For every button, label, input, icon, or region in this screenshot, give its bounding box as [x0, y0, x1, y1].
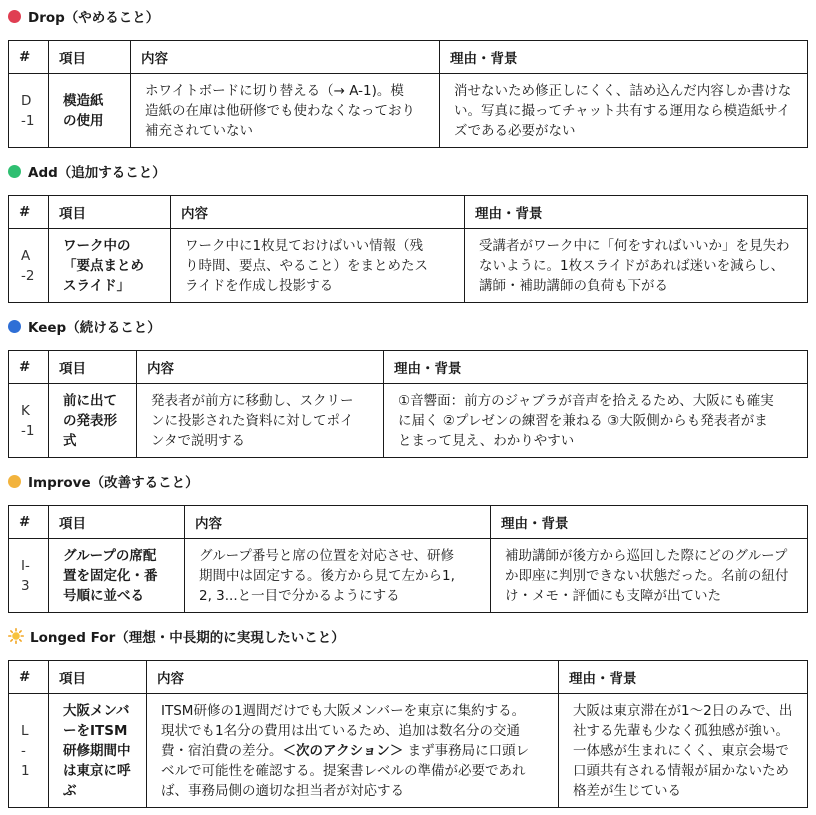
longed-section — [8, 626, 808, 812]
header-item: 項目 — [49, 41, 131, 74]
yellow-circle-icon — [8, 475, 21, 488]
table-header-row — [9, 41, 808, 74]
table-row — [9, 229, 808, 303]
table-header-row — [9, 661, 808, 694]
row-num: D -1 — [9, 74, 49, 148]
keep-table — [8, 350, 808, 458]
row-reason: ①音響面：前方のジャブラが音声を拾えるため、大阪にも確実 に届く ②プレゼンの練習を兼ねる ③大阪側からも発表者がま とまって見え、わかりやすい — [384, 384, 808, 458]
header-num: # — [9, 506, 49, 539]
drop-heading — [8, 6, 808, 26]
table-row — [9, 539, 808, 613]
header-content: 内容 — [147, 661, 559, 694]
row-reason: 補助講師が後方から巡回した際にどのグループ か即座に判別できない状態だった。名前の紐付 け・メモ・評価にも支障が出ていた — [491, 539, 808, 613]
row-item: 大阪メンバ ーをITSM 研修期間中 は東京に呼 ぶ — [49, 694, 147, 808]
header-reason: 理由・背景 — [559, 661, 808, 694]
header-content: 内容 — [137, 351, 384, 384]
longed-title: Longed For（理想・中長期的に実現したいこと） — [30, 630, 345, 646]
blue-circle-icon — [8, 320, 21, 333]
header-num: # — [9, 351, 49, 384]
header-num: # — [9, 41, 49, 74]
header-num: # — [9, 196, 49, 229]
keep-section — [8, 316, 808, 461]
header-item: 項目 — [49, 196, 171, 229]
header-content: 内容 — [131, 41, 440, 74]
table-header-row — [9, 506, 808, 539]
row-num: K -1 — [9, 384, 49, 458]
header-item: 項目 — [49, 661, 147, 694]
header-reason: 理由・背景 — [384, 351, 808, 384]
header-item: 項目 — [49, 351, 137, 384]
drop-section — [8, 6, 808, 151]
row-content: グループ番号と席の位置を対応させ、研修 期間中は固定する。後方から見て左から1, 2, 3...と一目で分かるようにする — [185, 539, 491, 613]
row-item: 模造紙 の使用 — [49, 74, 131, 148]
table-header-row — [9, 196, 808, 229]
red-circle-icon — [8, 10, 21, 23]
row-num: A -2 — [9, 229, 49, 303]
sun-icon — [8, 628, 24, 644]
row-reason: 大阪は東京滞在が1〜2日のみで、出 社する先輩も少なく孤独感が強い。 一体感が生まれにくく、東京会場で 口頭共有される情報が届かないため 格差が生じている — [559, 694, 808, 808]
keep-title: Keep（続けること） — [28, 320, 161, 336]
table-row — [9, 694, 808, 808]
longed-table — [8, 660, 808, 808]
row-content: ITSM研修の1週間だけでも大阪メンバーを東京に集約する。 現状でも1名分の費用は出ているため、追加は数名分の交通 費・宿泊費の差分。＜次のアクション＞ まず事務局に口頭レ ベルで可能性を確認する。提案書レベルの準備が必要であれ ば、事務局側の適切な担当者が対応する — [147, 694, 559, 808]
table-row — [9, 74, 808, 148]
row-content: ワーク中に1枚見ておけばいい情報（残 り時間、要点、やること）をまとめたス ライドを作成し投影する — [171, 229, 465, 303]
row-num: L - 1 — [9, 694, 49, 808]
row-item: 前に出て の発表形 式 — [49, 384, 137, 458]
longed-heading — [8, 626, 808, 646]
header-reason: 理由・背景 — [491, 506, 808, 539]
improve-title: Improve（改善すること） — [28, 475, 199, 491]
drop-table — [8, 40, 808, 148]
table-row — [9, 384, 808, 458]
header-content: 内容 — [185, 506, 491, 539]
row-content: 発表者が前方に移動し、スクリー ンに投影された資料に対してポイ ンタで説明する — [137, 384, 384, 458]
green-circle-icon — [8, 165, 21, 178]
next-action-label: ＜次のアクション＞ — [282, 742, 404, 759]
row-item: ワーク中の 「要点まとめ スライド」 — [49, 229, 171, 303]
add-table — [8, 195, 808, 303]
header-reason: 理由・背景 — [440, 41, 808, 74]
improve-heading — [8, 471, 808, 491]
add-heading — [8, 161, 808, 181]
improve-table — [8, 505, 808, 613]
header-item: 項目 — [49, 506, 185, 539]
keep-heading — [8, 316, 808, 336]
row-item: グループの席配 置を固定化・番 号順に並べる — [49, 539, 185, 613]
header-reason: 理由・背景 — [465, 196, 808, 229]
table-header-row — [9, 351, 808, 384]
improve-section — [8, 471, 808, 616]
add-title: Add（追加すること） — [28, 165, 166, 181]
row-num: I- 3 — [9, 539, 49, 613]
row-reason: 消せないため修正しにくく、詰め込んだ内容しか書けな い。写真に撮ってチャット共有する運用なら模造紙サイ ズである必要がない — [440, 74, 808, 148]
row-content: ホワイトボードに切り替える（→ A-1)。模 造紙の在庫は他研修でも使わなくなっており 補充されていない — [131, 74, 440, 148]
add-section — [8, 161, 808, 306]
header-content: 内容 — [171, 196, 465, 229]
header-num: # — [9, 661, 49, 694]
drop-title: Drop（やめること） — [28, 10, 160, 26]
row-reason: 受講者がワーク中に「何をすればいいか」を見失わ ないように。1枚スライドがあれば迷いを減らし、 講師・補助講師の負荷も下がる — [465, 229, 808, 303]
